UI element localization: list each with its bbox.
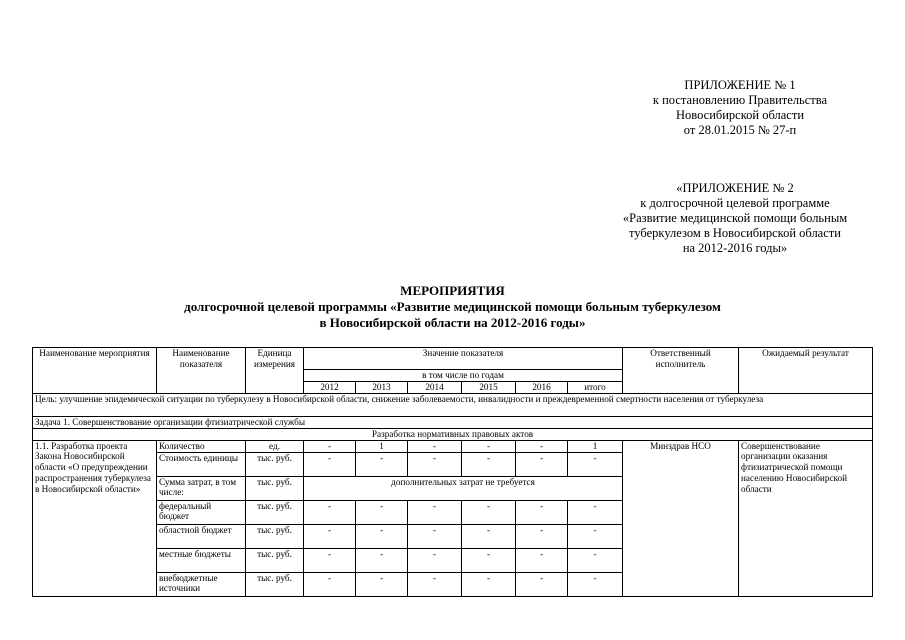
- value-cell: -: [304, 500, 356, 524]
- value-cell: -: [356, 572, 408, 596]
- header-year: 2014: [408, 381, 462, 393]
- header-year: 2016: [516, 381, 568, 393]
- value-cell: -: [516, 440, 568, 452]
- value-cell: -: [408, 452, 462, 476]
- value-cell: -: [304, 440, 356, 452]
- header-responsible: Ответственный исполнитель: [623, 348, 739, 394]
- header-indicator-name: Наименование показателя: [157, 348, 246, 394]
- document-title: [0, 283, 905, 331]
- value-cell: -: [356, 548, 408, 572]
- header-expected-result: Ожидаемый результат: [739, 348, 873, 394]
- no-extra-costs-cell: дополнительных затрат не требуется: [304, 476, 623, 500]
- value-cell: 1: [356, 440, 408, 452]
- appendix-1-line: к постановлению Правительства: [652, 93, 828, 107]
- unit-cell: ед.: [246, 440, 304, 452]
- value-cell-total: -: [568, 548, 623, 572]
- unit-cell: тыс. руб.: [246, 476, 304, 500]
- indicator-cell: Количество: [157, 440, 246, 452]
- value-cell: -: [462, 500, 516, 524]
- value-cell: -: [356, 500, 408, 524]
- responsible-cell: Минздрав НСО: [623, 440, 739, 596]
- value-cell: -: [356, 452, 408, 476]
- value-cell: -: [516, 524, 568, 548]
- goal-row: Цель: улучшение эпидемической ситуации по туберкулезу в Новосибирской области, снижение заболеваемости, инвалидности и преждевременной смертности населения от туберкулеза: [33, 393, 873, 416]
- indicator-cell: федеральный бюджет: [157, 500, 246, 524]
- value-cell: -: [408, 572, 462, 596]
- header-unit: Единица измерения: [246, 348, 304, 394]
- header-year: 2012: [304, 381, 356, 393]
- value-cell: -: [462, 548, 516, 572]
- appendix-2-line: туберкулезом в Новосибирской области: [629, 226, 841, 240]
- header-year: 2013: [356, 381, 408, 393]
- unit-cell: тыс. руб.: [246, 572, 304, 596]
- appendix-1-line: ПРИЛОЖЕНИЕ № 1: [684, 78, 796, 92]
- appendix-2-line: «ПРИЛОЖЕНИЕ № 2: [676, 181, 794, 195]
- value-cell: -: [408, 548, 462, 572]
- indicator-cell: местные бюджеты: [157, 548, 246, 572]
- events-table: [32, 347, 873, 597]
- unit-cell: тыс. руб.: [246, 452, 304, 476]
- value-cell: -: [516, 548, 568, 572]
- value-cell: -: [408, 500, 462, 524]
- title-line-2: долгосрочной целевой программы «Развитие медицинской помощи больным туберкулезом: [184, 299, 721, 314]
- header-value: Значение показателя: [304, 348, 623, 370]
- indicator-cell: Стоимость единицы: [157, 452, 246, 476]
- appendix-2-line: «Развитие медицинской помощи больным: [622, 211, 848, 225]
- task-row: Задача 1. Совершенствование организации фтизиатрической службы: [33, 416, 873, 428]
- appendix-2-line: на 2012-2016 годы»: [682, 241, 788, 255]
- value-cell: -: [462, 572, 516, 596]
- value-cell: -: [408, 440, 462, 452]
- value-cell-total: 1: [568, 440, 623, 452]
- value-cell: -: [516, 452, 568, 476]
- value-cell: -: [304, 452, 356, 476]
- value-cell: -: [516, 500, 568, 524]
- appendix-1-line: от 28.01.2015 № 27-п: [683, 123, 797, 137]
- value-cell: -: [462, 440, 516, 452]
- title-line-1: МЕРОПРИЯТИЯ: [400, 283, 505, 298]
- unit-cell: тыс. руб.: [246, 524, 304, 548]
- header-event-name: Наименование мероприятия: [33, 348, 157, 394]
- appendix-2-block: [585, 181, 885, 256]
- value-cell-total: -: [568, 524, 623, 548]
- indicator-cell: областной бюджет: [157, 524, 246, 548]
- header-year-total: итого: [568, 381, 623, 393]
- section-row: Разработка нормативных правовых актов: [33, 428, 873, 440]
- indicator-cell: Сумма затрат, в том числе:: [157, 476, 246, 500]
- value-cell-total: -: [568, 500, 623, 524]
- value-cell-total: -: [568, 452, 623, 476]
- event-name-cell: 1.1. Разработка проекта Закона Новосибирской области «О предупреждении распространения туберкулеза в Новосибирской области»: [33, 440, 157, 596]
- header-year: 2015: [462, 381, 516, 393]
- value-cell-total: -: [568, 572, 623, 596]
- value-cell: -: [304, 524, 356, 548]
- unit-cell: тыс. руб.: [246, 500, 304, 524]
- expected-result-cell: Совершенствование организации оказания фтизиатрической помощи населению Новосибирской области: [739, 440, 873, 596]
- appendix-1-block: [610, 78, 870, 138]
- value-cell: -: [462, 452, 516, 476]
- value-cell: -: [516, 572, 568, 596]
- appendix-2-line: к долгосрочной целевой программе: [640, 196, 830, 210]
- appendix-1-line: Новосибирской области: [675, 108, 805, 122]
- value-cell: -: [304, 572, 356, 596]
- indicator-cell: внебюджетные источники: [157, 572, 246, 596]
- value-cell: -: [462, 524, 516, 548]
- header-by-years: в том числе по годам: [304, 370, 623, 382]
- unit-cell: тыс. руб.: [246, 548, 304, 572]
- value-cell: -: [356, 524, 408, 548]
- title-line-3: в Новосибирской области на 2012-2016 годы»: [319, 315, 586, 330]
- table-row: [33, 440, 873, 452]
- value-cell: -: [408, 524, 462, 548]
- value-cell: -: [304, 548, 356, 572]
